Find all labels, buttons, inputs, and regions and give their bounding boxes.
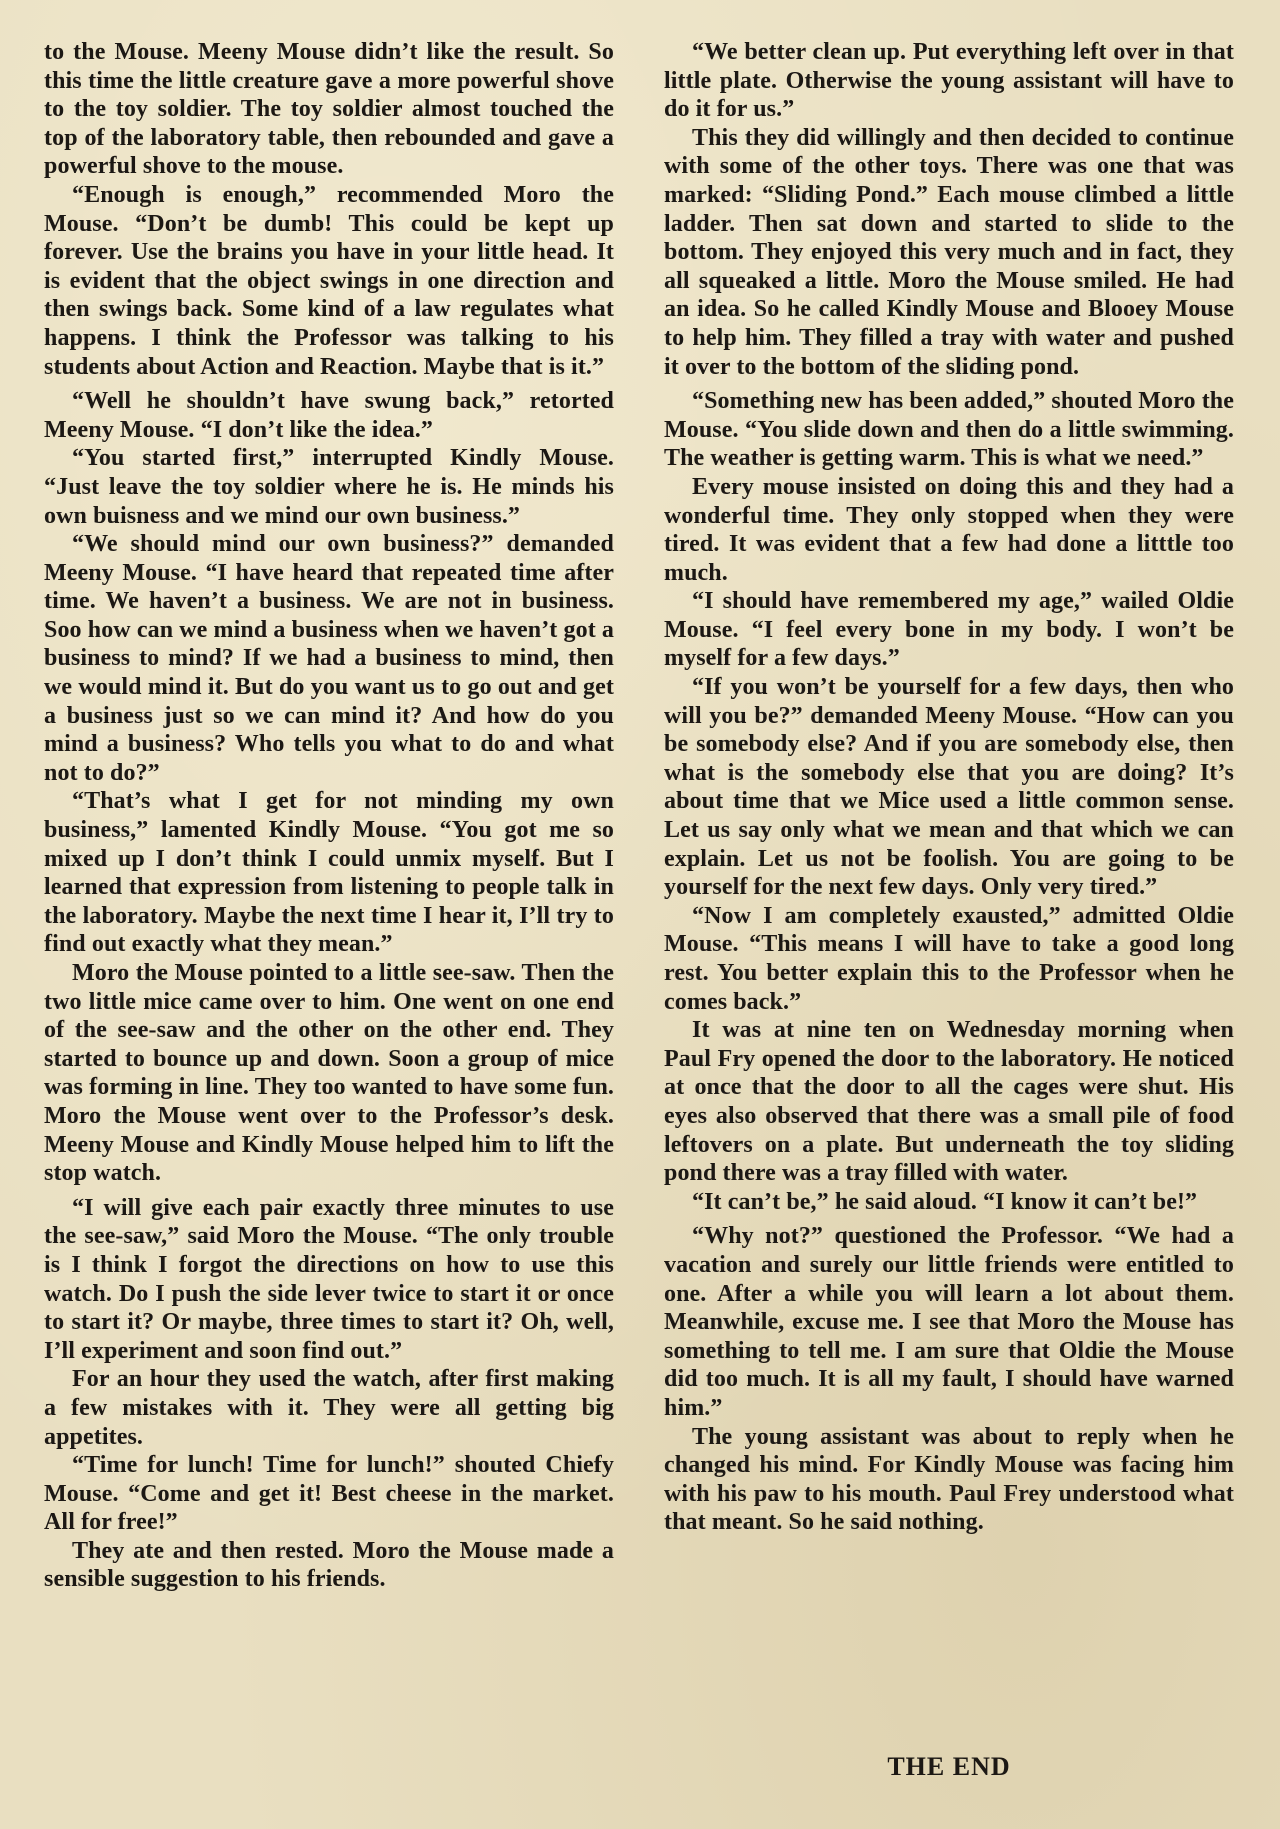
left-text-column [44, 38, 614, 1594]
paragraph: It was at nine ten on Wednesday morning when Paul Fry opened the door to the laboratory. He noticed at once that the door to all the cages were shut. His eyes also observed that there was a small pile of food leftovers on a plate. But underneath the toy sliding pond there was a tray filled with water. [664, 1017, 1234, 1187]
paragraph: “I should have remembered my age,” wailed Oldie Mouse. “I feel every bone in my body. I won’t be myself for a few days.” [664, 588, 1234, 672]
paragraph: “Why not?” questioned the Professor. “We had a vacation and surely our little friends were entitled to one. After a while you will learn a lot about them. Meanwhile, excuse me. I see that Moro the Mouse has something to tell me. I am sure that Oldie the Mouse did too much. It is all my fault, I should have warned him.” [664, 1223, 1234, 1421]
the-end-label: THE END [887, 1752, 1011, 1781]
paragraph: For an hour they used the watch, after first making a few mistakes with it. They were all getting big appetites. [44, 1366, 614, 1450]
paragraph: to the Mouse. Meeny Mouse didn’t like the result. So this time the little creature gave a more powerful shove to the toy soldier. The toy soldier almost touched the top of the laboratory table, then rebounded and gave a powerful shove to the mouse. [44, 39, 614, 180]
paragraph: This they did willingly and then decided to continue with some of the other toys. There was one that was marked: “Sliding Pond.” Each mouse climbed a little ladder. Then sat down and started to slide to the bottom. They enjoyed this very much and in fact, they all squeaked a little. Moro the Mouse smiled. He had an idea. So he called Kindly Mouse and Blooey Mouse to help him. They filled a tray with water and pushed it over to the bottom of the sliding pond. [664, 124, 1234, 380]
paragraph: “Time for lunch! Time for lunch!” shouted Chiefy Mouse. “Come and get it! Best cheese in the market. All for free!” [44, 1452, 614, 1536]
paragraph: “That’s what I get for not minding my own business,” lamented Kindly Mouse. “You got me so mixed up I don’t think I could unmix myself. But I learned that expression from listening to people talk in the laboratory. Maybe the next time I hear it, I’ll try to find out exactly what they mean.” [44, 788, 614, 958]
paragraph: Every mouse insisted on doing this and they had a wonderful time. They only stopped when they were tired. It was evident that a few had done a litttle too much. [664, 473, 1234, 586]
paragraph: The young assistant was about to reply when he changed his mind. For Kindly Mouse was facing him with his paw to his mouth. Paul Frey understood what that meant. So he said nothing. [664, 1423, 1234, 1536]
right-text-column [664, 38, 1234, 1537]
paragraph: “I will give each pair exactly three minutes to use the see-saw,” said Moro the Mouse. “The only trouble is I think I forgot the directions on how to use this watch. Do I push the side lever twice to start it or once to start it? Or maybe, three times to start it? Oh, well, I’ll experiment and soon find out.” [44, 1194, 614, 1364]
paragraph: “We should mind our own business?” demanded Meeny Mouse. “I have heard that repeated time after time. We haven’t a business. We are not in business. Soo how can we mind a business when we haven’t got a business to mind? If we had a business to mind, then we would mind it. But do you want us to go out and get a business just so we can mind it? And how do you mind a business? Who tells you what to do and what not to do?” [44, 531, 614, 786]
paragraph: “If you won’t be yourself for a few days, then who will you be?” demanded Meeny Mouse. “How can you be somebody else? And if you are somebody else, then what is the somebody else that you are doing? It’s about time that we Mice used a little common sense. Let us say only what we mean and that which we can explain. Let us not be foolish. You are going to be yourself for the next few days. Only very tired.” [664, 674, 1234, 901]
paragraph: “You started first,” interrupted Kindly Mouse. “Just leave the toy soldier where he is. He minds his own buisness and we mind our own business.” [44, 445, 614, 529]
paragraph: “Well he shouldn’t have swung back,” retorted Meeny Mouse. “I don’t like the idea.” [44, 388, 614, 443]
paragraph: “Enough is enough,” recommended Moro the Mouse. “Don’t be dumb! This could be kept up forever. Use the brains you have in your little head. It is evident that the object swings in one direction and then swings back. Some kind of a law regulates what happens. I think the Professor was talking to his students about Action and Reaction. Maybe that is it.” [44, 181, 614, 380]
paragraph: Moro the Mouse pointed to a little see-saw. Then the two little mice came over to him. One went on one end of the see-saw and the other on the other end. They started to bounce up and down. Soon a group of mice was forming in line. They too wanted to have some fun. Moro the Mouse went over to the Professor’s desk. Meeny Mouse and Kindly Mouse helped him to lift the stop watch. [44, 960, 614, 1187]
paragraph: “It can’t be,” he said aloud. “I know it can’t be!” [692, 1188, 1198, 1215]
paragraph: They ate and then rested. Moro the Mouse made a sensible suggestion to his friends. [44, 1537, 614, 1593]
paragraph: “Something new has been added,” shouted Moro the Mouse. “You slide down and then do a little swimming. The weather is getting warm. This is what we need.” [664, 388, 1234, 472]
paragraph: “Now I am completely exausted,” admitted Oldie Mouse. “This means I will have to take a good long rest. You better explain this to the Professor when he comes back.” [664, 902, 1234, 1015]
paragraph: “We better clean up. Put everything left over in that little plate. Otherwise the young assistant will have to do it for us.” [664, 39, 1234, 123]
